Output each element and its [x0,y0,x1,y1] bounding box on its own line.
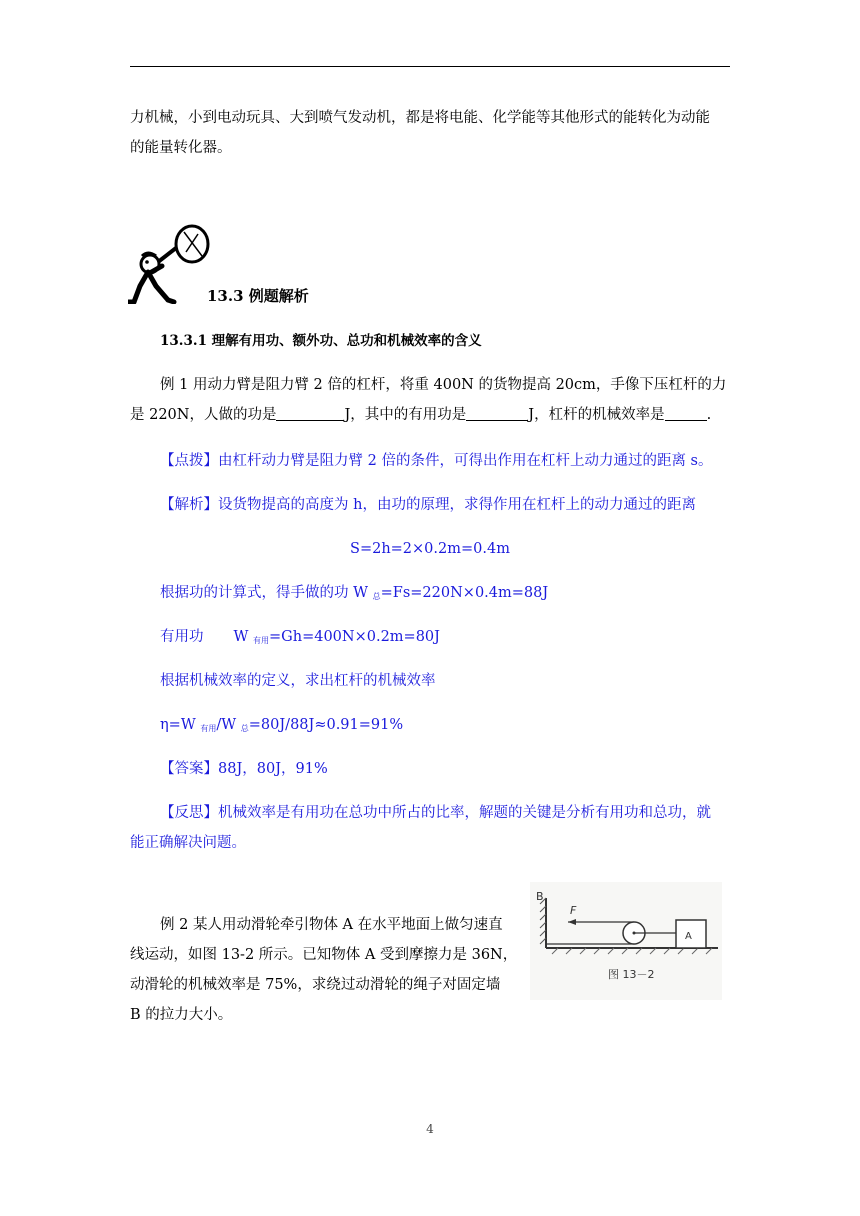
reflection-line: 能正确解决问题。 [130,835,246,851]
formula-text: =Fs=220N×0.4m=88J [380,585,549,601]
efficiency-intro: 根据机械效率的定义，求出杠杆的机械效率 [160,673,436,689]
pulley-figure [530,882,722,1000]
efficiency-formula [160,710,403,744]
formula-text: /W [216,717,241,733]
question-line: 例 2 某人用动滑轮牵引物体 A 在水平地面上做匀速直 [160,917,503,933]
reflection-paragraph [130,798,730,858]
wall-label: B [536,890,544,903]
subscript: 总 [240,724,249,733]
question-line: 动滑轮的机械效率是 75%，求绕过动滑轮的绳子对固定墙 [130,977,501,993]
total-work-line [160,578,548,612]
answer-blank-1 [276,406,344,421]
answer-paragraph: 【答案】88J，80J，91% [160,761,328,777]
hint-paragraph: 【点拨】由杠杆动力臂是阻力臂 2 倍的条件，可得出作用在杠杆上动力通过的距离 s。 [160,453,713,469]
question-text: J，其中的有用功是 [344,407,467,423]
page-number: 4 [426,1122,434,1136]
subscript: 有用 [253,636,270,645]
subscript: 有用 [200,724,217,733]
formula-text: 根据功的计算式，得手做的功 W [160,585,373,601]
question-line: 线运动，如图 13-2 所示。已知物体 A 受到摩擦力是 36N， [130,947,518,963]
formula-text: W [233,629,254,645]
person-with-magnifier-icon [128,222,210,304]
subsection-heading: 13.3.1 理解有用功、额外功、总功和机械效率的含义 [160,333,482,349]
formula-text: η=W [160,717,201,733]
force-label: F [570,904,577,917]
example-1-question [130,370,730,430]
reflection-line: 【反思】机械效率是有用功在总功中所占的比率，解题的关键是分析有用功和总功，就 [160,805,711,821]
figure-caption: 图 13－2 [608,968,655,981]
distance-formula: S=2h=2×0.2m=0.4m [350,541,510,557]
question-text: . [706,407,712,423]
question-line [130,400,730,430]
question-line: B 的拉力大小。 [130,1007,233,1023]
question-text: 是 220N，人做的功是 [130,407,277,423]
formula-text: =80J/88J≈0.91=91% [248,717,404,733]
section-heading: 13.3 例题解析 [207,287,309,305]
paragraph-line: 的能量转化器。 [130,140,232,156]
question-line: 例 1 用动力臂是阻力臂 2 倍的杠杆，将重 400N 的货物提高 20cm，手像下压杠杆的力 [160,377,727,393]
answer-blank-2 [466,406,528,421]
block-label: A [685,931,692,942]
formula-label: 有用功 [160,629,204,645]
useful-work-line [160,622,440,656]
analysis-paragraph: 【解析】设货物提高的高度为 h，由功的原理，求得作用在杠杆上的动力通过的距离 [160,497,696,513]
header-rule [130,66,730,67]
question-text: J，杠杆的机械效率是 [528,407,665,423]
answer-blank-3 [665,406,707,421]
continued-paragraph [130,103,730,163]
subscript: 总 [372,592,381,601]
example-2-question [130,910,520,1030]
formula-text: =Gh=400N×0.2m=80J [269,629,440,645]
paragraph-line: 力机械，小到电动玩具、大到喷气发动机，都是将电能、化学能等其他形式的能转化为动能 [130,110,710,126]
